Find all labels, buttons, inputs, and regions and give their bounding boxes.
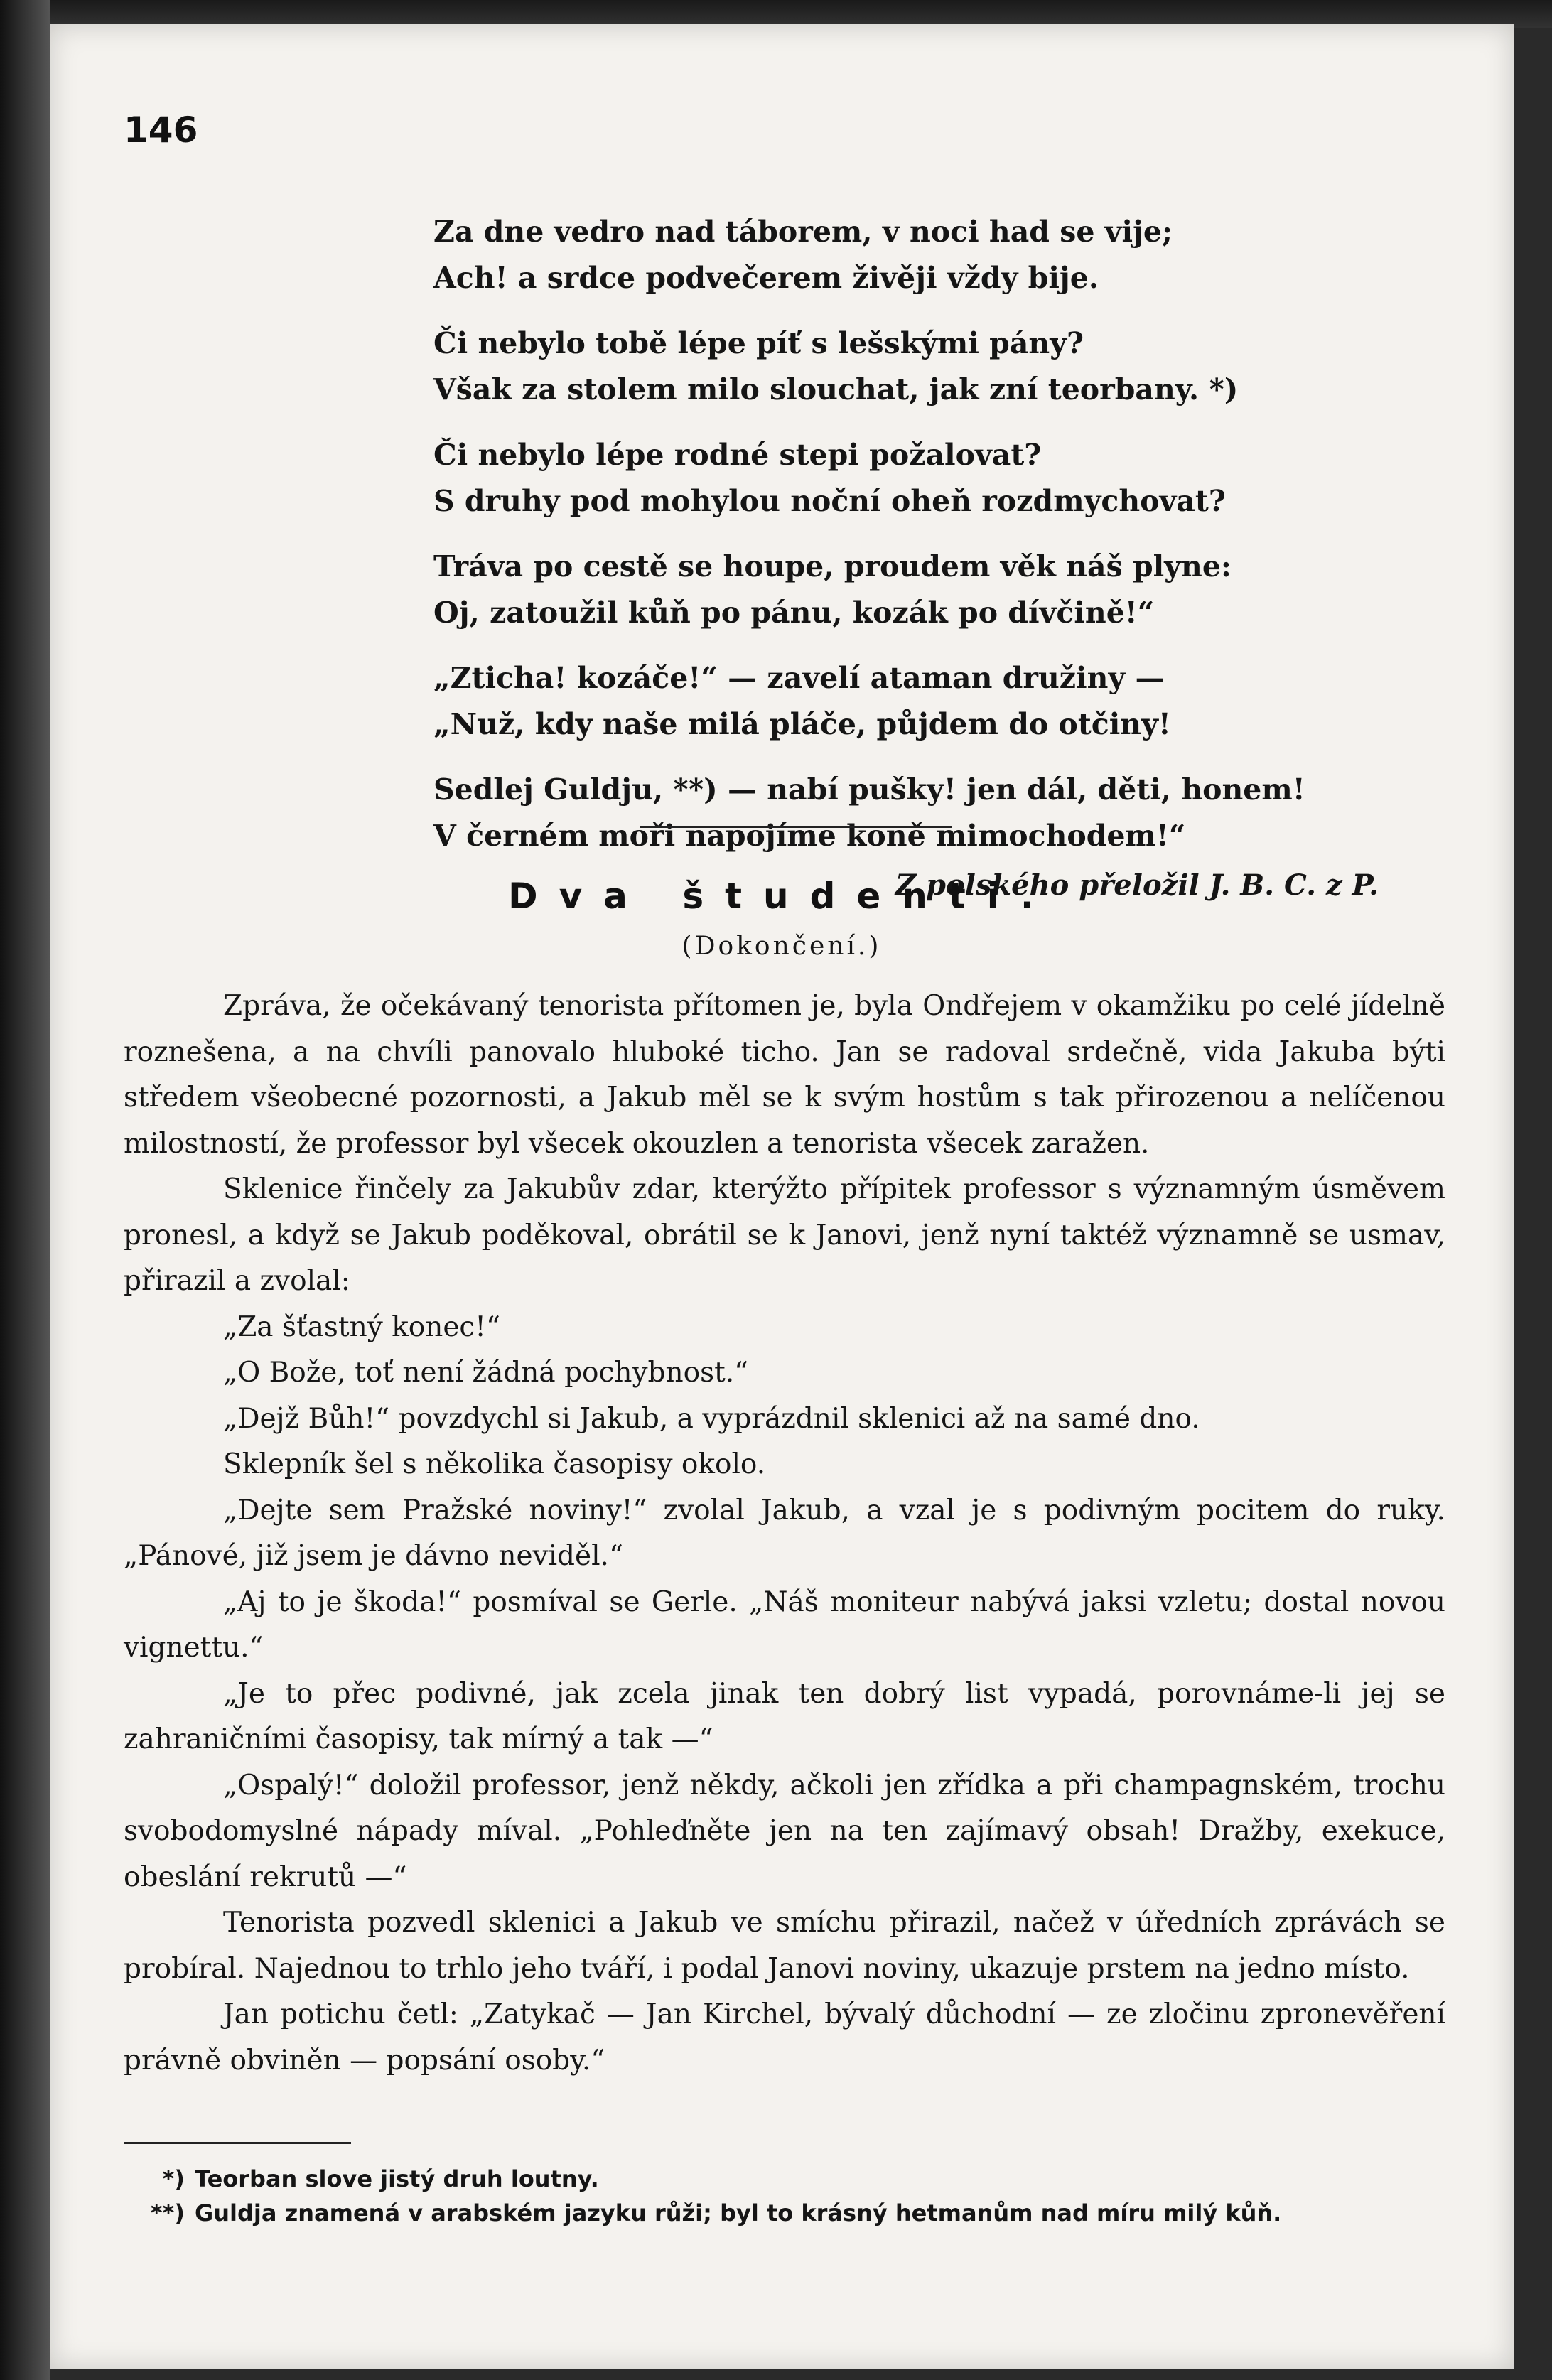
- story-paragraph: „Dejž Bůh!“ povzdychl si Jakub, a vyprázdnil sklenici až na samé dno.: [223, 1402, 1200, 1435]
- footnotes: [128, 2162, 1478, 2230]
- story-subtitle: (Dokončení.): [681, 932, 882, 961]
- story-paragraph: „Dejte sem Pražské noviny!“ zvolal Jakub, a vzal je s podivným pocitem do ruky. „Pánové, již jsem je dávno neviděl.“: [124, 1494, 1445, 1572]
- poem-stanza: [433, 321, 1428, 413]
- poem-stanza: [433, 209, 1428, 301]
- poem-attribution: Z polského přeložil J. B. C. z P.: [895, 868, 1379, 902]
- story-title: Dva študenti.: [508, 876, 1055, 917]
- story-paragraph: Tenorista pozvedl sklenici a Jakub ve smíchu přirazil, načež v úředních zprávách se probíral. Najednou to trhlo jeho tváří, i podal Janovi noviny, ukazuje prstem na jedno místo.: [124, 1907, 1445, 1985]
- story-paragraph: Sklenice řinčely za Jakubův zdar, kterýžto přípitek professor s významným úsměvem pronesl, a když se Jakub poděkoval, obrátil se k Janovi, jenž nyní taktéž významně se usmav, přirazil a zvolal:: [124, 1173, 1445, 1297]
- story-paragraph: Zpráva, že očekávaný tenorista přítomen je, byla Ondřejem v okamžiku po celé jídelně roznešena, a na chvíli panovalo hluboké ticho. Jan se radoval srdečně, vida Jakuba býti středem všeobecné pozornosti, a Jakub měl se k svým hostům s tak přirozenou a nelíčenou milostností, že professor byl všecek okouzlen a tenorista všecek zaražen.: [124, 990, 1445, 1160]
- footnote-marker: *): [162, 2165, 185, 2192]
- poem-line: Či nebylo tobě lépe píť s lešskými pány?: [433, 326, 1084, 360]
- poem-line: „Zticha! kozáče!“ — zavelí ataman družiny —: [433, 661, 1165, 695]
- story-paragraph: „Je to přec podivné, jak zcela jinak ten dobrý list vypadá, porovnáme-li jej se zahraničními časopisy, tak mírný a tak —“: [124, 1677, 1445, 1755]
- poem-line: Však za stolem milo slouchat, jak zní teorbany. *): [433, 372, 1239, 406]
- poem-line: „Nuž, kdy naše milá pláče, půjdem do otčiny!: [433, 707, 1171, 741]
- page-number: 146: [124, 109, 198, 151]
- poem-line: Tráva po cestě se houpe, proudem věk náš plyne:: [433, 549, 1232, 583]
- story-body: [124, 984, 1445, 2084]
- poem-line: Oj, zatoužil kůň po pánu, kozák po dívčině!“: [433, 596, 1155, 630]
- story-paragraph: Jan potichu četl: „Zatykač — Jan Kirchel, bývalý důchodní — ze zločinu zpronevěření právně obviněn — popsání osoby.“: [124, 1998, 1445, 2077]
- footnote-text: Guldja znamená v arabském jazyku růži; byl to krásný hetmanům nad míru milý kůň.: [195, 2199, 1282, 2226]
- story-paragraph: „Aj to je škoda!“ posmíval se Gerle. „Náš moniteur nabývá jaksi vzletu; dostal novou vignettu.“: [124, 1585, 1445, 1664]
- poem-stanza: [433, 767, 1428, 859]
- section-divider: [640, 826, 952, 828]
- poem-line: Či nebylo lépe rodné stepi požalovat?: [433, 438, 1042, 472]
- story-paragraph: Sklepník šel s několika časopisy okolo.: [223, 1448, 766, 1480]
- footnote-marker: **): [150, 2199, 185, 2226]
- footnote: [128, 2196, 1478, 2230]
- poem-line: Ach! a srdce podvečerem živěji vždy bije.: [433, 261, 1099, 295]
- book-page: [50, 24, 1514, 2369]
- poem-stanza: [433, 432, 1428, 524]
- story-paragraph: „O Bože, toť není žádná pochybnost.“: [223, 1357, 749, 1389]
- poem: [433, 209, 1428, 908]
- footnote-rule: [124, 2142, 351, 2144]
- footnote-text: Teorban slove jistý druh loutny.: [195, 2165, 599, 2192]
- poem-line: Sedlej Guldju, **) — nabí pušky! jen dál, děti, honem!: [433, 772, 1305, 807]
- story-paragraph: „Ospalý!“ doložil professor, jenž někdy, ačkoli jen zřídka a při champagnském, trochu svobodomyslné nápady míval. „Pohleďněte jen na ten zajímavý obsah! Dražby, exekuce, obeslání rekrutů —“: [124, 1769, 1445, 1893]
- poem-stanza: [433, 655, 1428, 748]
- scan-border-left: [0, 0, 50, 2380]
- poem-line: S druhy pod mohylou noční oheň rozdmychovat?: [433, 484, 1226, 518]
- poem-line: Za dne vedro nad táborem, v noci had se vije;: [433, 215, 1173, 249]
- poem-line: V černém moři napojíme koně mimochodem!“: [433, 819, 1186, 853]
- footnote: [128, 2162, 1478, 2196]
- poem-stanza: [433, 544, 1428, 636]
- story-paragraph: „Za šťastný konec!“: [223, 1310, 500, 1343]
